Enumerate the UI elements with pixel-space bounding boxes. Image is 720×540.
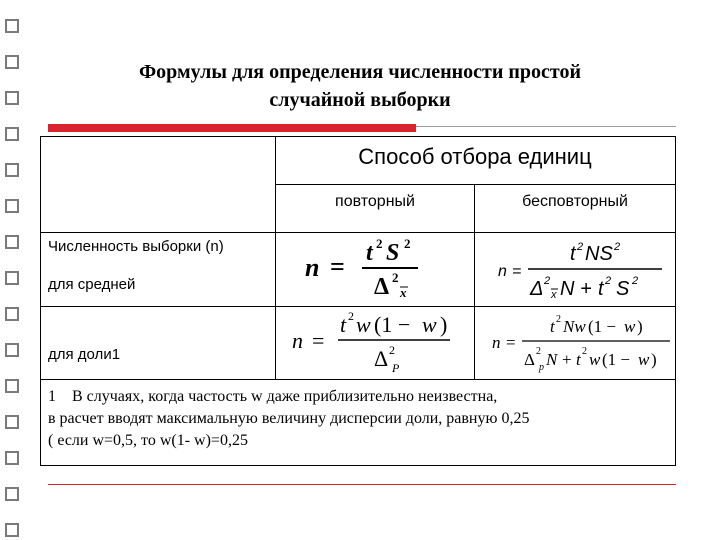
svg-text:2: 2 [577,241,584,253]
svg-text:n: n [492,333,501,352]
svg-text:=: = [312,328,325,353]
bullet-marker [5,307,19,321]
svg-text:2: 2 [404,236,411,251]
row-label-mean: для средней [48,276,136,293]
column-header-repeated: повторный [335,193,415,210]
svg-text:w: w [624,317,636,336]
svg-text:w: w [356,312,371,337]
svg-text:+: + [562,350,572,369]
svg-text:n: n [305,253,320,282]
svg-text:2: 2 [632,275,639,287]
svg-text:Δ: Δ [530,278,544,300]
svg-text:): ) [440,312,448,337]
svg-text:(1 −: (1 − [588,317,616,336]
bullet-marker [5,523,19,537]
formula-share-nonrepeated [488,312,674,378]
bullet-marker [5,91,19,105]
svg-text:2: 2 [376,236,383,251]
svg-text:t: t [576,350,581,369]
bullet-marker [5,487,19,501]
footnote-marker: 1 [48,388,56,405]
bullet-marker [5,199,19,213]
table-header: Способ отбора единиц [358,144,592,169]
svg-text:t: t [550,317,555,336]
svg-text:t: t [366,240,373,266]
svg-text:2: 2 [605,275,612,287]
svg-text:t: t [598,278,604,300]
svg-text:x: x [400,285,407,300]
table-divider [40,232,676,233]
row-label-sample-size: Численность выборки (n) [48,238,224,255]
svg-text:Nw: Nw [563,317,586,336]
svg-text:p: p [539,362,544,373]
table-divider [275,184,676,185]
svg-text:2: 2 [556,314,561,325]
svg-text:2: 2 [614,241,621,253]
svg-text:Δ: Δ [374,274,390,300]
svg-text:=: = [506,333,516,352]
svg-text:n: n [498,263,507,280]
svg-text:N: N [560,278,575,300]
bullet-marker [5,127,19,141]
formula-share-repeated [288,308,468,378]
svg-text:): ) [637,317,643,336]
svg-text:S: S [386,240,400,266]
svg-text:+: + [580,278,592,300]
bullet-marker [5,271,19,285]
footnote-line-1 [48,386,672,408]
svg-text:NS: NS [585,243,613,265]
svg-text:n: n [292,328,303,353]
svg-text:w: w [422,312,437,337]
bullet-marker [5,451,19,465]
svg-text:t: t [340,312,347,337]
formula-mean-nonrepeated [490,238,670,304]
svg-text:): ) [651,350,657,369]
bullet-marker [5,343,19,357]
table-divider [40,306,676,307]
svg-text:P: P [392,361,400,375]
formula-mean-repeated [300,234,460,300]
svg-text:N: N [546,350,558,369]
svg-text:Δ: Δ [374,346,389,371]
accent-bar [48,124,416,132]
table-divider [474,184,475,379]
svg-text:=: = [512,263,522,280]
svg-text:(1 −: (1 − [374,312,411,337]
bullet-marker [5,55,19,69]
svg-text:=: = [330,252,345,281]
svg-text:2: 2 [348,309,354,323]
svg-text:2: 2 [544,275,551,287]
bullet-marker [5,379,19,393]
title-line-2: случайной выборки [269,89,451,111]
footnote-line-2: в расчет вводят максимальную величину дисперсии доли, равную 0,25 [48,410,530,427]
bullet-marker [5,415,19,429]
svg-text:w: w [638,350,650,369]
svg-text:x: x [551,289,557,301]
footnote-text-1: В случаях, когда частость w даже приблизительно неизвестна, [72,388,498,405]
bullet-marker [5,235,19,249]
title-line-1: Формулы для определения численности простой [139,61,581,83]
svg-text:2: 2 [536,346,541,357]
table-divider [275,136,276,379]
bullet-marker [5,163,19,177]
page-title [60,58,660,114]
svg-text:2: 2 [389,343,395,357]
bottom-divider [48,484,676,485]
table-divider [40,379,676,380]
svg-text:Δ: Δ [524,350,535,369]
footnote [48,386,672,452]
svg-text:(1 −: (1 − [602,350,630,369]
svg-text:t: t [570,243,576,265]
svg-text:w: w [589,350,601,369]
footnote-line-3: ( если w=0,5, то w(1- w)=0,25 [48,432,248,449]
svg-text:2: 2 [582,346,587,357]
svg-text:S: S [616,278,630,300]
row-label-share: для доли1 [48,346,121,363]
svg-text:2: 2 [392,270,399,285]
bullet-marker [5,19,19,33]
column-header-nonrepeated: бесповторный [522,193,628,210]
